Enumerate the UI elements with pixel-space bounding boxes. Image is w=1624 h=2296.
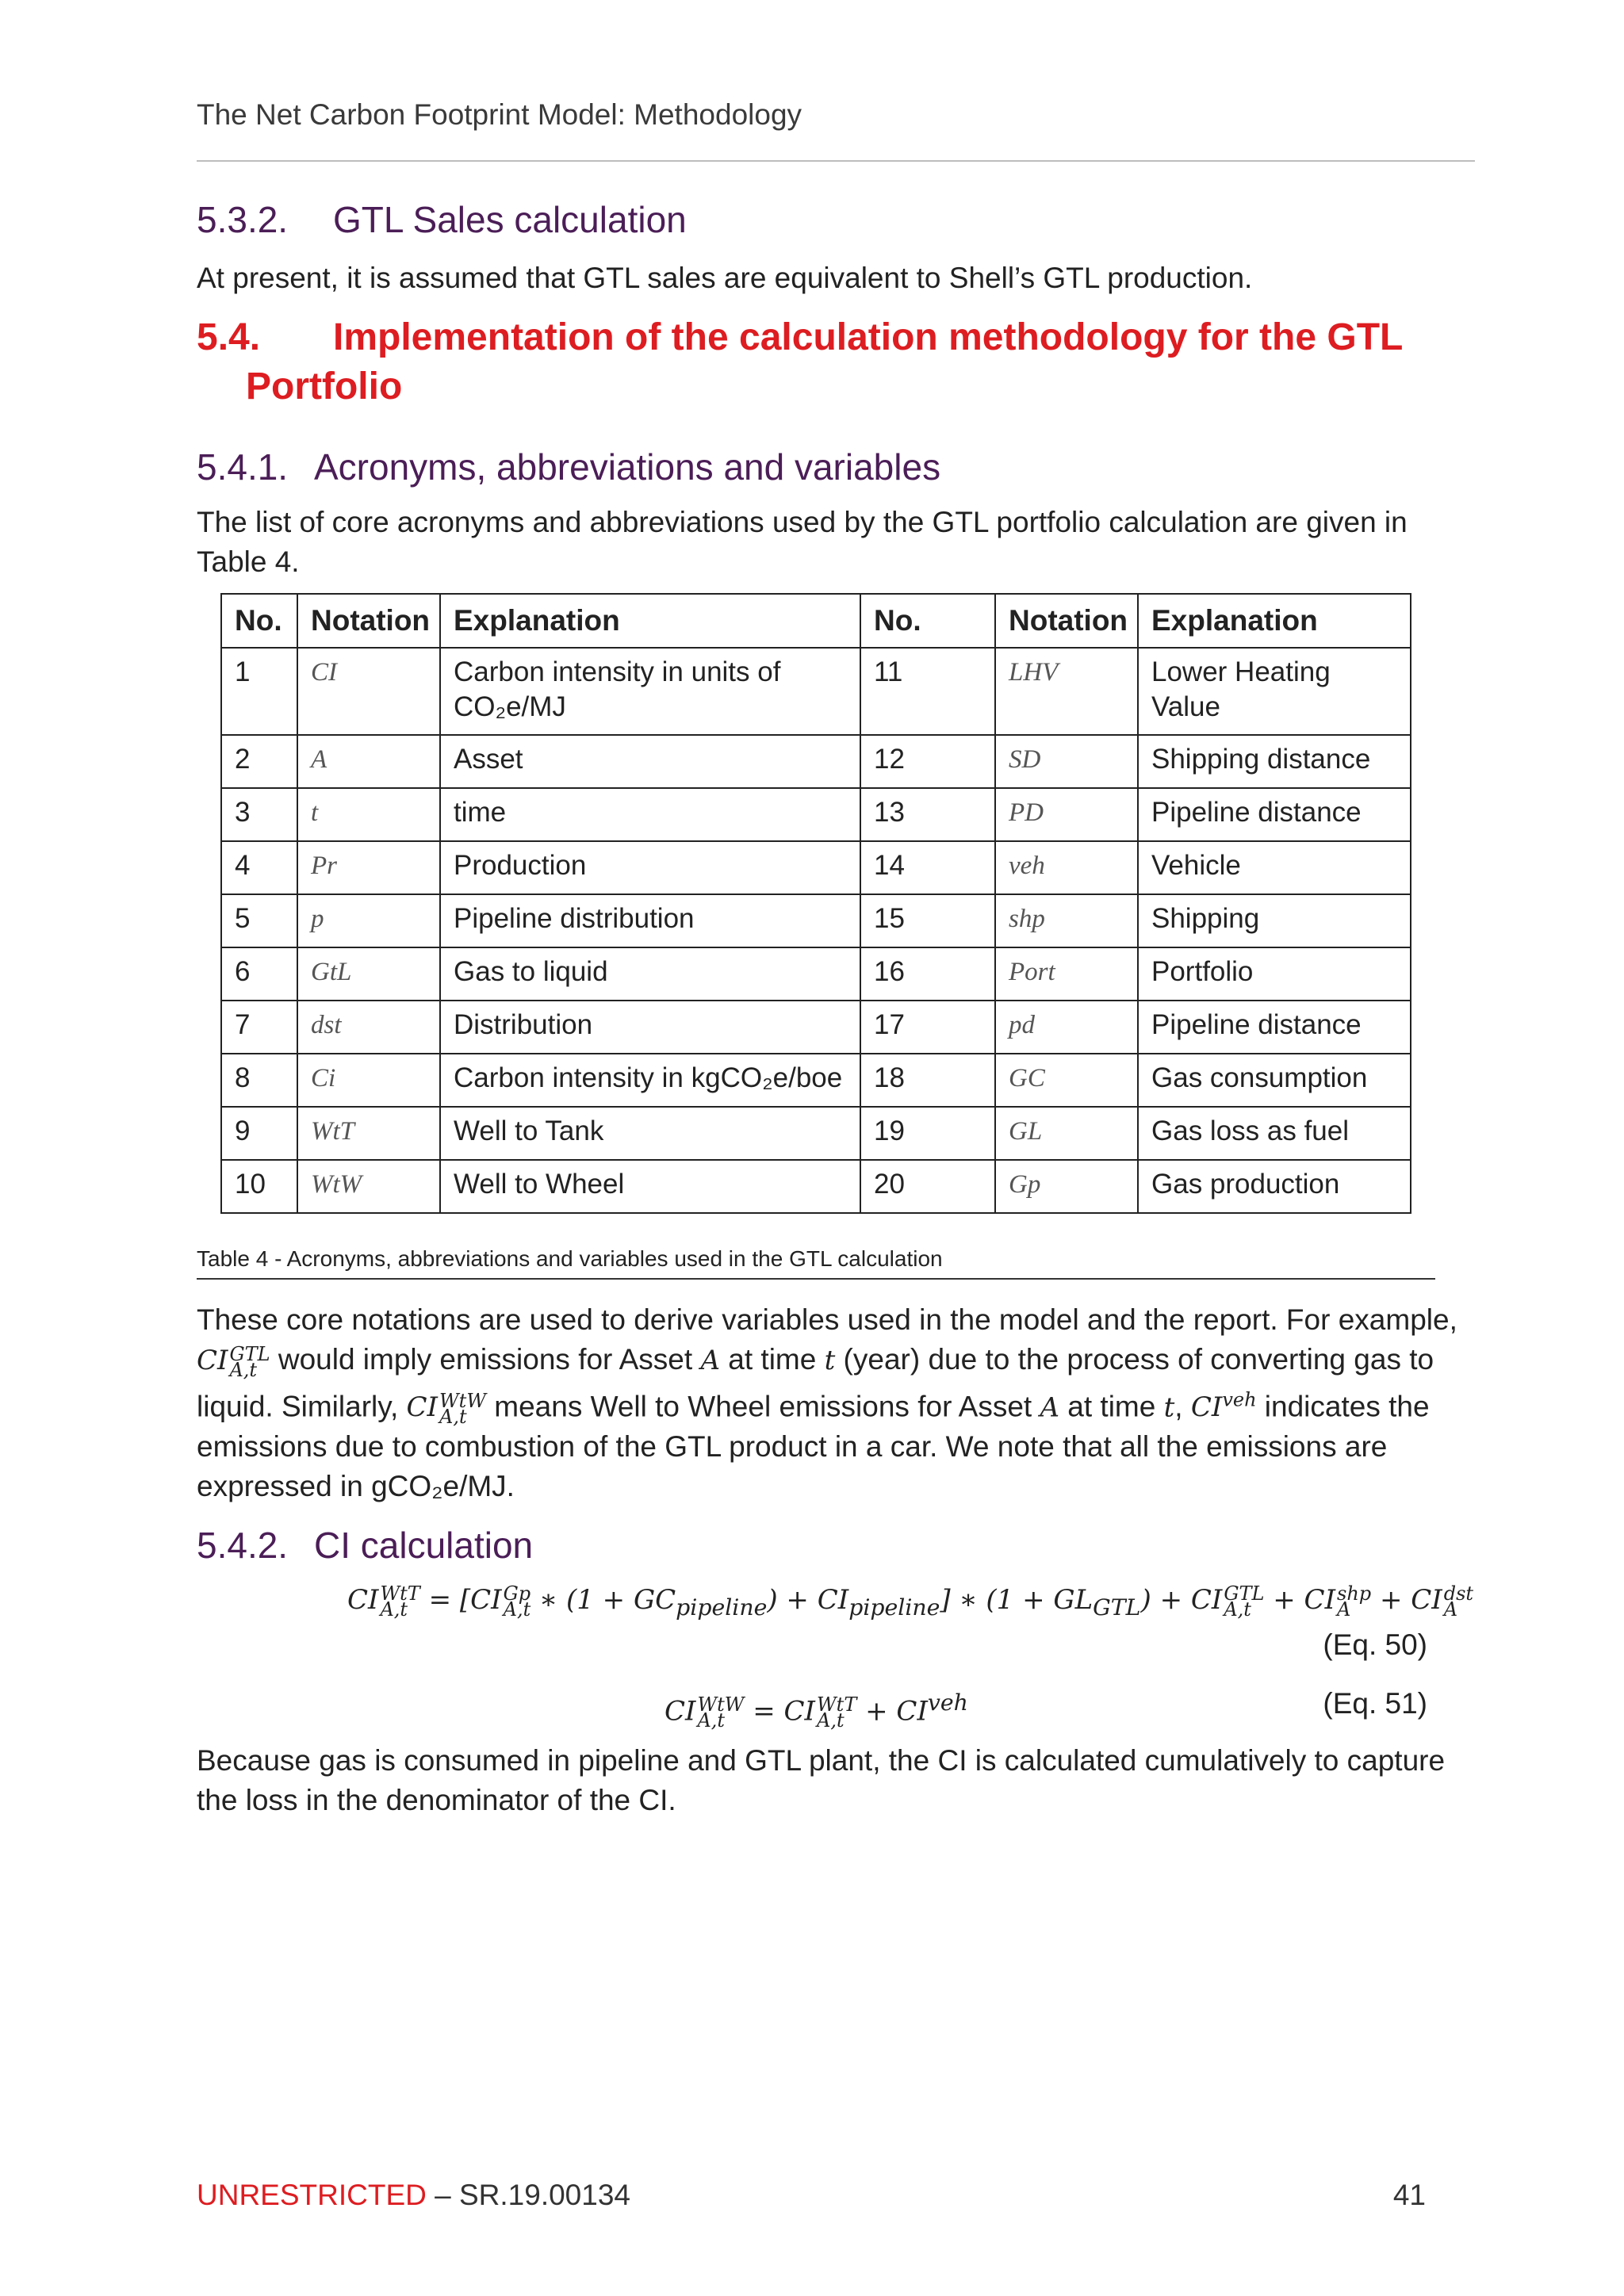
header-notation: Notation — [995, 594, 1138, 648]
cell-no: 3 — [221, 788, 297, 841]
section-title: GTL Sales calculation — [333, 199, 687, 240]
cell-no: 17 — [860, 1001, 995, 1054]
cell-explanation-line2: CO₂e/MJ — [454, 691, 566, 722]
cell-no: 10 — [221, 1160, 297, 1213]
cell-explanation: Gas loss as fuel — [1138, 1107, 1411, 1160]
section-title-line1: Implementation of the calculation methodology for the GTL — [333, 316, 1404, 358]
math-var-t: t — [1163, 1391, 1175, 1424]
cell-no: 5 — [221, 894, 297, 947]
equation-50: CI WtT A,t = [CI Gp A,t ∗ $(1 + GC_{pipeline}) + CI_{pipeline}$] ∗ $(1 + GL_{GTL})$ + CI GTL A,t + CI shp A + CI dst A — [347, 1582, 1474, 1621]
header-notation: Notation — [297, 594, 440, 648]
cell-notation: LHV — [995, 648, 1138, 735]
cell-no: 11 — [860, 648, 995, 735]
cell-explanation: time — [440, 788, 860, 841]
acronyms-intro-line2: Table 4. — [197, 545, 300, 578]
cell-explanation: Lower Heating Value — [1138, 648, 1411, 735]
cell-notation: Ci — [297, 1054, 440, 1107]
running-header: The Net Carbon Footprint Model: Methodology — [197, 98, 802, 131]
acronyms-intro — [197, 503, 1489, 582]
classification-label: UNRESTRICTED — [197, 2179, 427, 2211]
cell-explanation: Carbon intensity in kgCO₂e/boe — [440, 1054, 860, 1107]
cell-no: 2 — [221, 735, 297, 788]
cell-notation: shp — [995, 894, 1138, 947]
cell-notation: Gp — [995, 1160, 1138, 1213]
notation-line3: liquid. Similarly, CI WtW A,t means Well to Wheel emissions for Asset A at time t, $CI^{veh}$ indicates the — [197, 1389, 1430, 1429]
cell-notation: veh — [995, 841, 1138, 894]
header-no: No. — [221, 594, 297, 648]
section-number: 5.4.2. — [197, 1525, 289, 1566]
cell-notation: GtL — [297, 947, 440, 1001]
gtl-sales-text: At present, it is assumed that GTL sales are equivalent to Shell’s GTL production. — [197, 262, 1253, 294]
cell-no: 16 — [860, 947, 995, 1001]
cell-explanation: Asset — [440, 735, 860, 788]
cell-explanation: Pipeline distance — [1138, 788, 1411, 841]
cell-notation: WtW — [297, 1160, 440, 1213]
table-row — [221, 735, 1411, 788]
cell-explanation: Vehicle — [1138, 841, 1411, 894]
cell-no: 8 — [221, 1054, 297, 1107]
header-explanation: Explanation — [1138, 594, 1411, 648]
section-title-line2: Portfolio — [246, 365, 403, 408]
cell-explanation: Gas consumption — [1138, 1054, 1411, 1107]
table-row — [221, 1054, 1411, 1107]
section-number: 5.3.2. — [197, 199, 289, 240]
cell-no: 1 — [221, 648, 297, 735]
cell-no: 6 — [221, 947, 297, 1001]
table-header-row — [221, 594, 1411, 648]
heading-5-4-2 — [197, 1522, 533, 1568]
equation-50-label: (Eq. 50) — [1323, 1628, 1427, 1661]
table-row — [221, 841, 1411, 894]
math-var-a: A — [700, 1345, 720, 1376]
table-row — [221, 788, 1411, 841]
equation-51-label: (Eq. 51) — [1323, 1687, 1427, 1720]
table-row — [221, 648, 1411, 735]
cell-explanation: Portfolio — [1138, 947, 1411, 1001]
cell-notation: pd — [995, 1001, 1138, 1054]
cell-explanation: Pipeline distribution — [440, 894, 860, 947]
notation-line2: CI GTL A,t would imply emissions for Asset A at time t (year) due to the process of converting gas to — [197, 1343, 1434, 1381]
cell-notation: A — [297, 735, 440, 788]
table-row — [221, 1001, 1411, 1054]
cell-notation: p — [297, 894, 440, 947]
ci-text-line1: Because gas is consumed in pipeline and GTL plant, the CI is calculated cumulatively to capture — [197, 1744, 1446, 1777]
cell-explanation: Distribution — [440, 1001, 860, 1054]
cell-notation: Pr — [297, 841, 440, 894]
cell-notation: Port — [995, 947, 1138, 1001]
notation-paragraph — [197, 1300, 1489, 1506]
cell-notation: SD — [995, 735, 1138, 788]
math-ci-veh: $CI^{veh}$ — [1190, 1389, 1257, 1424]
section-title: Acronyms, abbreviations and variables — [314, 446, 941, 488]
cell-explanation: Well to Wheel — [440, 1160, 860, 1213]
document-reference: – SR.19.00134 — [426, 2179, 630, 2211]
cell-no: 19 — [860, 1107, 995, 1160]
table-caption: Table 4 - Acronyms, abbreviations and variables used in the GTL calculation — [197, 1246, 943, 1271]
ci-calculation-text — [197, 1741, 1489, 1820]
section-number: 5.4.1. — [197, 446, 289, 488]
cell-explanation: Pipeline distance — [1138, 1001, 1411, 1054]
notation-line1: These core notations are used to derive variables used in the model and the report. For example, — [197, 1303, 1457, 1336]
cell-no: 15 — [860, 894, 995, 947]
math-ci-wtw: CI WtW A,t — [406, 1390, 486, 1429]
cell-no: 9 — [221, 1107, 297, 1160]
header-no: No. — [860, 594, 995, 648]
table-row — [221, 1107, 1411, 1160]
section-number: 5.4. — [197, 316, 261, 358]
cell-no: 12 — [860, 735, 995, 788]
cell-explanation: Production — [440, 841, 860, 894]
notation-line4: emissions due to combustion of the GTL product in a car. We note that all the emissions are — [197, 1430, 1388, 1464]
cell-notation: CI — [297, 648, 440, 735]
page-number: 41 — [1392, 2179, 1426, 2211]
cell-explanation — [440, 648, 860, 735]
equation-51: CI WtW A,t = CI WtT A,t + $CI^{veh}$ — [665, 1689, 968, 1732]
table-row — [221, 947, 1411, 1001]
cell-notation: WtT — [297, 1107, 440, 1160]
cell-explanation: Shipping distance — [1138, 735, 1411, 788]
math-ci-gtl: CI GTL A,t — [197, 1343, 270, 1381]
math-var-a: A — [1040, 1391, 1060, 1424]
cell-explanation: Gas production — [1138, 1160, 1411, 1213]
cell-notation: dst — [297, 1001, 440, 1054]
notation-line5: expressed in gCO₂e/MJ. — [197, 1470, 515, 1503]
cell-no: 4 — [221, 841, 297, 894]
caption-divider — [197, 1278, 1435, 1280]
cell-no: 18 — [860, 1054, 995, 1107]
acronyms-intro-line1: The list of core acronyms and abbreviations used by the GTL portfolio calculation are given in — [197, 506, 1408, 538]
cell-no: 14 — [860, 841, 995, 894]
table-row — [221, 894, 1411, 947]
cell-no: 20 — [860, 1160, 995, 1213]
footer-classification — [197, 2175, 630, 2215]
heading-5-4 — [197, 313, 1481, 411]
acronyms-table — [220, 593, 1411, 1214]
table-row — [221, 1160, 1411, 1213]
cell-no: 7 — [221, 1001, 297, 1054]
header-explanation: Explanation — [440, 594, 860, 648]
cell-explanation-line1: Carbon intensity in units of — [454, 656, 781, 687]
heading-5-3-2 — [197, 197, 687, 243]
heading-5-4-1 — [197, 444, 940, 490]
cell-explanation: Gas to liquid — [440, 947, 860, 1001]
cell-notation: t — [297, 788, 440, 841]
cell-notation: GL — [995, 1107, 1138, 1160]
cell-explanation: Well to Tank — [440, 1107, 860, 1160]
cell-explanation: Shipping — [1138, 894, 1411, 947]
header-divider — [197, 160, 1475, 162]
section-title: CI calculation — [314, 1525, 534, 1566]
ci-text-line2: the loss in the denominator of the CI. — [197, 1784, 676, 1816]
cell-notation: GC — [995, 1054, 1138, 1107]
cell-notation: PD — [995, 788, 1138, 841]
math-var-t: t — [824, 1345, 836, 1376]
cell-no: 13 — [860, 788, 995, 841]
